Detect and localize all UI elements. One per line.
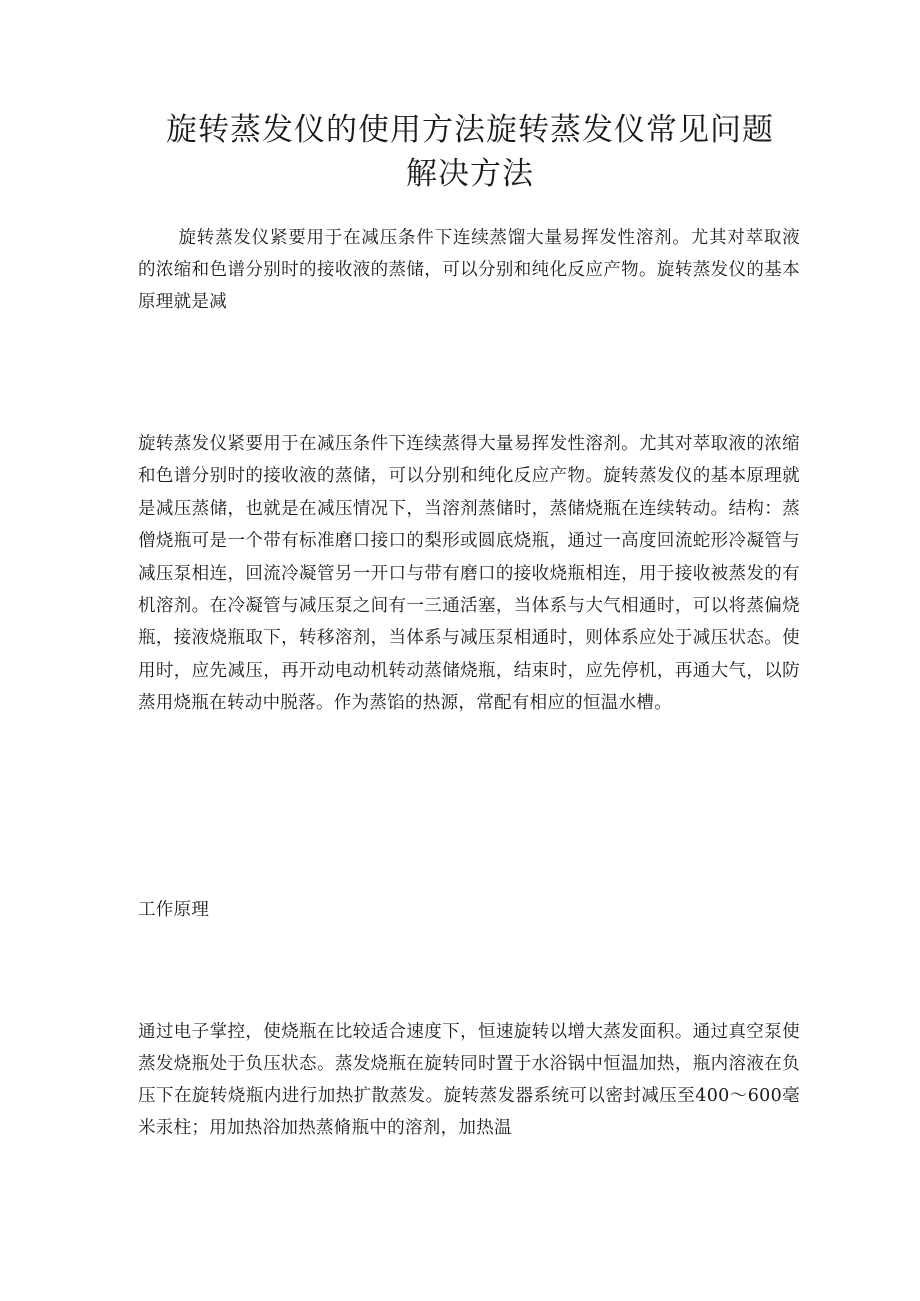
principle-paragraph (138, 1016, 800, 1144)
intro-paragraph-text: 旋转蒸发仪紧要用于在减压条件下连续蒸馏大量易挥发性溶剂。尤其对萃取液的浓缩和色谱分别时的接收液的蒸储，可以分别和纯化反应产物。旋转蒸发仪的基本原理就是减 (138, 228, 800, 312)
intro-paragraph (138, 222, 800, 318)
section-heading (138, 894, 800, 926)
body-paragraph (138, 428, 800, 720)
document-title (120, 108, 820, 196)
title-line-1: 旋转蒸发仪的使用方法旋转蒸发仪常见问题 (166, 112, 774, 148)
principle-paragraph-text: 通过电子掌控，使烧瓶在比较适合速度下，恒速旋转以增大蒸发面积。通过真空泵使蒸发烧瓶处于负压状态。蒸发烧瓶在旋转同时置于水浴锅中恒温加热，瓶内溶液在负压下在旋转烧瓶内进行加热扩散蒸发。旋转蒸发器系统可以密封减压至400～600毫米汞柱；用加热浴加热蒸脩瓶中的溶剂，加热温 (138, 1022, 800, 1138)
title-line-2: 解决方法 (406, 156, 534, 192)
body-paragraph-text: 旋转蒸发仪紧要用于在减压条件下连续蒸得大量易挥发性溶剂。尤其对萃取液的浓缩和色谱分别时的接收液的蒸储，可以分别和纯化反应产物。旋转蒸发仪的基本原理就是减压蒸储，也就是在减压情况下，当溶剂蒸储时，蒸储烧瓶在连续转动。结构：蒸僧烧瓶可是一个带有标准磨口接口的梨形或圆底烧瓶，通过一高度回流蛇形冷凝管与减压泵相连，回流冷凝管另一开口与带有磨口的接收烧瓶相连，用于接收被蒸发的有机溶剂。在冷凝管与减压泵之间有一三通活塞，当体系与大气相通时，可以将蒸偏烧瓶，接液烧瓶取下，转移溶剂，当体系与减压泵相通时，则体系应处于减压状态。使用时，应先减压，再开动电动机转动蒸储烧瓶，结束时，应先停机，再通大气，以防蒸用烧瓶在转动中脱落。作为蒸馅的热源，常配有相应的恒温水槽。 (138, 434, 800, 714)
section-heading-text: 工作原理 (138, 900, 210, 920)
